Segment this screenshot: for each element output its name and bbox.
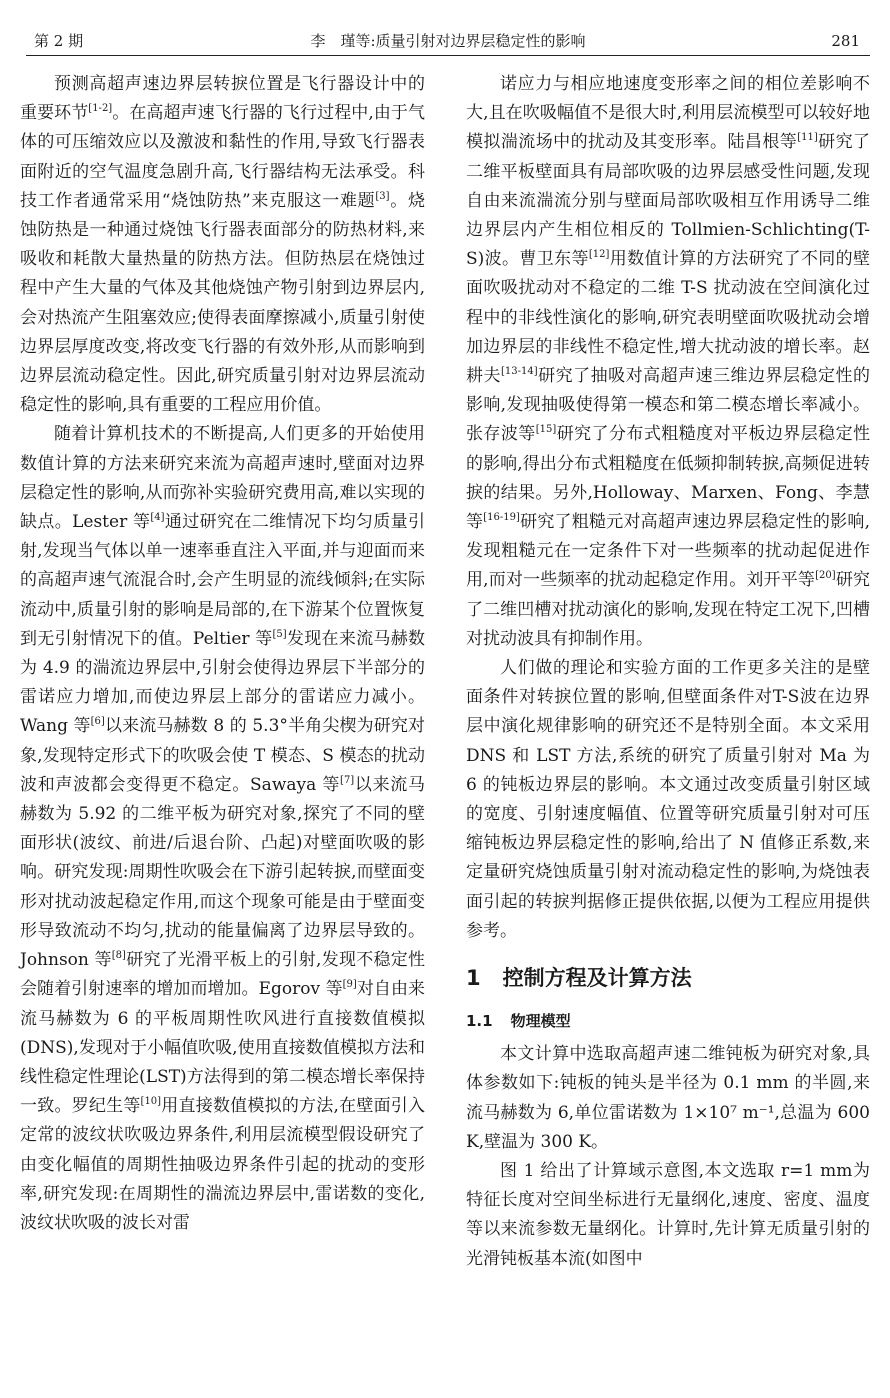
paragraph: 图 1 给出了计算域示意图,本文选取 r=1 mm为特征长度对空间坐标进行无量纲化,速度、密度、温度等以来流参数无量纲化。计算时,先计算无质量引射的光滑钝板基本流(如图中	[466, 1160, 870, 1269]
subsection-heading	[466, 1008, 870, 1034]
paragraph	[20, 70, 425, 420]
paragraph: 本文计算中选取高超声速二维钝板为研究对象,具体参数如下:钝板的钝头是半径为 0.1 mm 的半圆,来流马赫数为 6,单位雷诺数为 1×10⁷ m⁻¹,总温为 600 K,壁温为 300 K。	[466, 1044, 870, 1152]
text-run: 。烧蚀防热是一种通过烧蚀飞行器表面部分的防热材料,来吸收和耗散大量热量的防热方法。但防热层在烧蚀过程中产生大量的气体及其他烧蚀产物引射到边界层内,会对热流产生阻塞效应;使得表面摩擦减小,质量引射使边界层厚度改变,将改变飞行器的有效外形,从而影响到边界层流动稳定性。因此,研究质量引射对边界层流动稳定性的影响,具有重要的工程应用价值。	[20, 190, 425, 416]
left-column	[20, 70, 425, 1238]
text-run: 以来流马赫数为 5.92 的二维平板为研究对象,探究了不同的壁面形状(波纹、前进/后退台阶、凸起)对壁面吹吸的影响。研究发现:周期性吹吸会在下游引起转捩,而壁面变形对扰动波起稳定作用,而这个现象可能是由于壁面变形导致流动不均匀,扰动的能量偏离了边界层导致的。Johnson 等	[20, 774, 425, 971]
citation-ref: [8]	[111, 950, 126, 962]
citation-ref: [13-14]	[501, 366, 538, 378]
running-header	[26, 26, 870, 56]
text-run: 预测高超声速边界层转捩位置是飞行器设计中的重要环节	[20, 74, 425, 124]
citation-ref: [16-19]	[483, 512, 520, 524]
text-run: 发现在来流马赫数为 4.9 的湍流边界层中,引射会使得边界层下半部分的雷诺应力增加,而使边界层上部分的雷诺应力减小。Wang 等	[20, 628, 426, 737]
paragraph	[466, 70, 870, 654]
text-run: 以来流马赫数 8 的 5.3°半角尖楔为研究对象,发现特定形式下的吹吸会使 T 模态、S 模态的扰动波和声波都会变得更不稳定。Sawaya 等	[20, 716, 426, 795]
text-run: 研究了二维凹槽对扰动演化的影响,发现在特定工况下,凹槽对扰动波具有抑制作用。	[466, 570, 871, 649]
paragraph: 人们做的理论和实验方面的工作更多关注的是壁面条件对转捩位置的影响,但壁面条件对T-S波在边界层中演化规律影响的研究还不是特别全面。本文采用 DNS 和 LST 方法,系统的研究了质量引射对 Ma 为 6 的钝板边界层的影响。本文通过改变质量引射区域的宽度、引射速度幅值、位置等研究质量引射对可压缩钝板边界层稳定性的影响,给出了 N 值修正系数,来定量研究烧蚀质量引射对流动稳定性的影响,为烧蚀表面引起的转捩判据修正提供依据,以便为工程应用提供参考。	[466, 658, 870, 941]
citation-ref: [20]	[815, 570, 836, 582]
citation-ref: [7]	[340, 774, 355, 786]
text-run: 研究了二维平板壁面具有局部吹吸的边界层感受性问题,发现自由来流湍流分别与壁面局部吹吸相互作用诱导二维边界层内产生相位相反的 Tollmien-Schlichting(T-S)波。曹卫东等	[466, 132, 871, 270]
issue-label: 第 2 期	[34, 32, 84, 50]
subsection-title: 物理模型	[510, 1012, 571, 1031]
subsection-number: 1.1	[466, 1012, 493, 1031]
section-heading	[466, 964, 870, 992]
text-run: 随着计算机技术的不断提高,人们更多的开始使用数值计算的方法来研究来流为高超声速时,壁面对边界层稳定性的影响,从而弥补实验研究费用高,难以实现的缺点。Lester 等	[20, 424, 425, 533]
text-run: 研究了分布式粗糙度对平板边界层稳定性的影响,得出分布式粗糙度在低频抑制转捩,高频促进转捩的结果。另外,Holloway、Marxen、Fong、李慧等	[466, 424, 871, 533]
citation-ref: [4]	[150, 512, 165, 524]
citation-ref: [12]	[588, 249, 610, 261]
citation-ref: [5]	[272, 628, 287, 640]
running-title: 李 瑾等:质量引射对边界层稳定性的影响	[310, 32, 586, 50]
page-number: 281	[831, 32, 860, 50]
text-run: 用数值计算的方法研究了不同的壁面吹吸扰动对不稳定的二维 T-S 扰动波在空间演化过程中的非线性演化的影响,研究表明壁面吹吸扰动会增加边界层的非线性不稳定性,增大扰动波的增长率。赵耕夫	[466, 249, 871, 387]
section-title: 控制方程及计算方法	[502, 966, 692, 991]
right-column	[466, 70, 870, 1274]
section-number: 1	[466, 966, 481, 991]
citation-ref: [1-2]	[88, 103, 113, 115]
text-run: 。在高超声速飞行器的飞行过程中,由于气体的可压缩效应以及激波和黏性的作用,导致飞行器表面附近的空气温度急剧升高,飞行器结构无法承受。科技工作者通常采用“烧蚀防热”来克服这一难题	[20, 103, 426, 211]
text-run: 诺应力与相应地速度变形率之间的相位差影响不大,且在吹吸幅值不是很大时,利用层流模型可以较好地模拟湍流场中的扰动及其变形率。陆昌根等	[466, 74, 870, 153]
citation-ref: [15]	[535, 424, 557, 436]
citation-ref: [6]	[90, 716, 105, 728]
text-run: 对自由来流马赫数为 6 的平板周期性吹风进行直接数值模拟(DNS),发现对于小幅值吹吸,使用直接数值模拟方法和线性稳定性理论(LST)方法得到的第二模态增长率保持一致。罗纪生等	[20, 979, 425, 1117]
citation-ref: [9]	[342, 979, 357, 991]
text-run: 研究了粗糙元对高超声速边界层稳定性的影响,发现粗糙元在一定条件下对一些频率的扰动起促进作用,而对一些频率的扰动起稳定作用。刘开平等	[466, 512, 871, 591]
citation-ref: [3]	[375, 190, 390, 202]
text-run: 用直接数值模拟的方法,在壁面引入定常的波纹状吹吸边界条件,利用层流模型假设研究了由变化幅值的周期性抽吸边界条件引起的扰动的变形率,研究发现:在周期性的湍流边界层中,雷诺数的变化,波纹状吹吸的波长对雷	[20, 1096, 426, 1233]
paragraph	[20, 420, 425, 1238]
text-run: 研究了光滑平板上的引射,发现不稳定性会随着引射速率的增加而增加。Egorov 等	[20, 950, 425, 1000]
citation-ref: [10]	[140, 1096, 162, 1108]
text-run: 通过研究在二维情况下均匀质量引射,发现当气体以单一速率垂直注入平面,并与迎面而来的高超声速气流混合时,会产生明显的流线倾斜;在实际流动中,质量引射的影响是局部的,在下游某个位置恢复到无引射情况下的值。Peltier 等	[20, 512, 425, 649]
citation-ref: [11]	[797, 132, 818, 144]
text-run: 研究了抽吸对高超声速三维边界层稳定性的影响,发现抽吸使得第一模态和第二模态增长率减小。张存波等	[466, 366, 871, 445]
